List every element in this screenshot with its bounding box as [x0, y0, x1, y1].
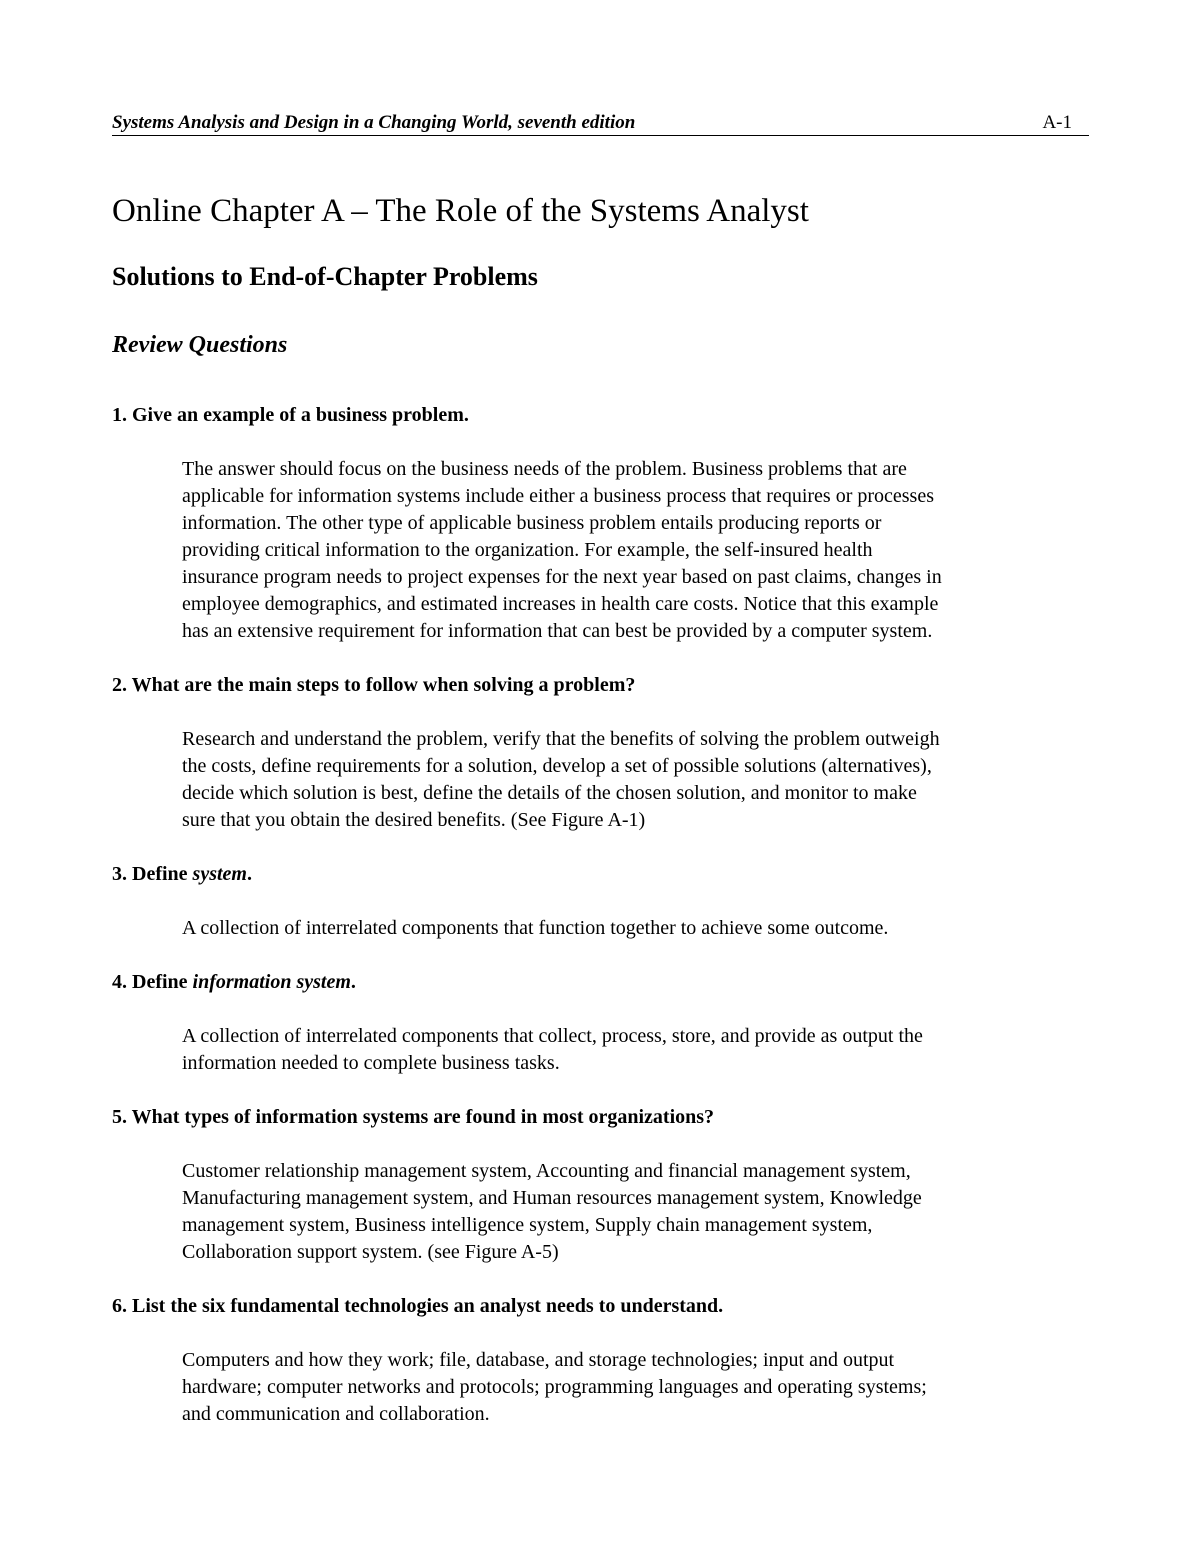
answer-line: providing critical information to the organization. For example, the self-insured health [182, 539, 873, 561]
answer-line: Research and understand the problem, verify that the benefits of solving the problem outweigh [182, 728, 940, 750]
question-text: What types of information systems are found in most organizations? [131, 1106, 715, 1128]
question-term: information system [192, 971, 351, 993]
answer-line: A collection of interrelated components that collect, process, store, and provide as output the [182, 1025, 923, 1047]
question-text: What are the main steps to follow when solving a problem? [131, 674, 636, 696]
answer-line: Computers and how they work; file, database, and storage technologies; input and output [182, 1349, 895, 1371]
answer-line: Customer relationship management system, Accounting and financial management system, [182, 1160, 911, 1182]
answer-line: decide which solution is best, define the details of the chosen solution, and monitor to make [182, 782, 917, 804]
question-text-suffix: . [246, 863, 252, 885]
answer-line: management system, Business intelligence system, Supply chain management system, [182, 1214, 873, 1236]
section-heading-review-questions: Review Questions [112, 332, 288, 358]
chapter-title: Online Chapter A – The Role of the Systems Analyst [112, 193, 809, 229]
answer-line: the costs, define requirements for a solution, develop a set of possible solutions (alternatives), [182, 755, 932, 777]
answer-line: has an extensive requirement for information that can best be provided by a computer system. [182, 620, 933, 642]
solutions-heading: Solutions to End-of-Chapter Problems [112, 262, 538, 291]
question-text-prefix: Define [132, 971, 193, 993]
answer-line: insurance program needs to project expenses for the next year based on past claims, changes in [182, 566, 942, 588]
answer-2 [182, 726, 1082, 834]
question-3 [112, 861, 252, 888]
answer-line: A collection of interrelated components that function together to achieve some outcome. [182, 917, 889, 939]
running-header [112, 111, 1089, 136]
answer-line: applicable for information systems include either a business process that requires or processes [182, 485, 935, 507]
question-text-prefix: Define [132, 863, 193, 885]
question-6 [112, 1293, 723, 1320]
question-number: 3. [112, 863, 127, 885]
answer-3 [182, 915, 1082, 942]
answer-line: Collaboration support system. (see Figure A-5) [182, 1241, 559, 1263]
question-text: List the six fundamental technologies an analyst needs to understand. [132, 1295, 724, 1317]
answer-line: and communication and collaboration. [182, 1403, 490, 1425]
question-text-suffix: . [350, 971, 356, 993]
answer-line: information. The other type of applicable business problem entails producing reports or [182, 512, 882, 534]
answer-6 [182, 1347, 1082, 1428]
answer-1 [182, 456, 1082, 645]
question-5 [112, 1104, 714, 1131]
answer-5 [182, 1158, 1082, 1266]
question-term: system [192, 863, 247, 885]
question-text: Give an example of a business problem. [132, 404, 469, 426]
answer-line: hardware; computer networks and protocols; programming languages and operating systems; [182, 1376, 927, 1398]
answer-4 [182, 1023, 1082, 1077]
question-number: 6. [112, 1295, 127, 1317]
answer-line: Manufacturing management system, and Human resources management system, Knowledge [182, 1187, 922, 1209]
question-4 [112, 969, 356, 996]
answer-line: employee demographics, and estimated increases in health care costs. Notice that this example [182, 593, 939, 615]
question-number: 4. [112, 971, 127, 993]
question-1 [112, 402, 469, 429]
answer-line: information needed to complete business tasks. [182, 1052, 560, 1074]
book-title: Systems Analysis and Design in a Changing World, seventh edition [112, 112, 636, 133]
question-number: 5. [112, 1106, 127, 1128]
answer-line: The answer should focus on the business needs of the problem. Business problems that are [182, 458, 907, 480]
question-2 [112, 672, 635, 699]
question-number: 1. [112, 404, 127, 426]
page-number: A-1 [1042, 112, 1072, 133]
answer-line: sure that you obtain the desired benefits. (See Figure A-1) [182, 809, 646, 831]
question-number: 2. [112, 674, 127, 696]
